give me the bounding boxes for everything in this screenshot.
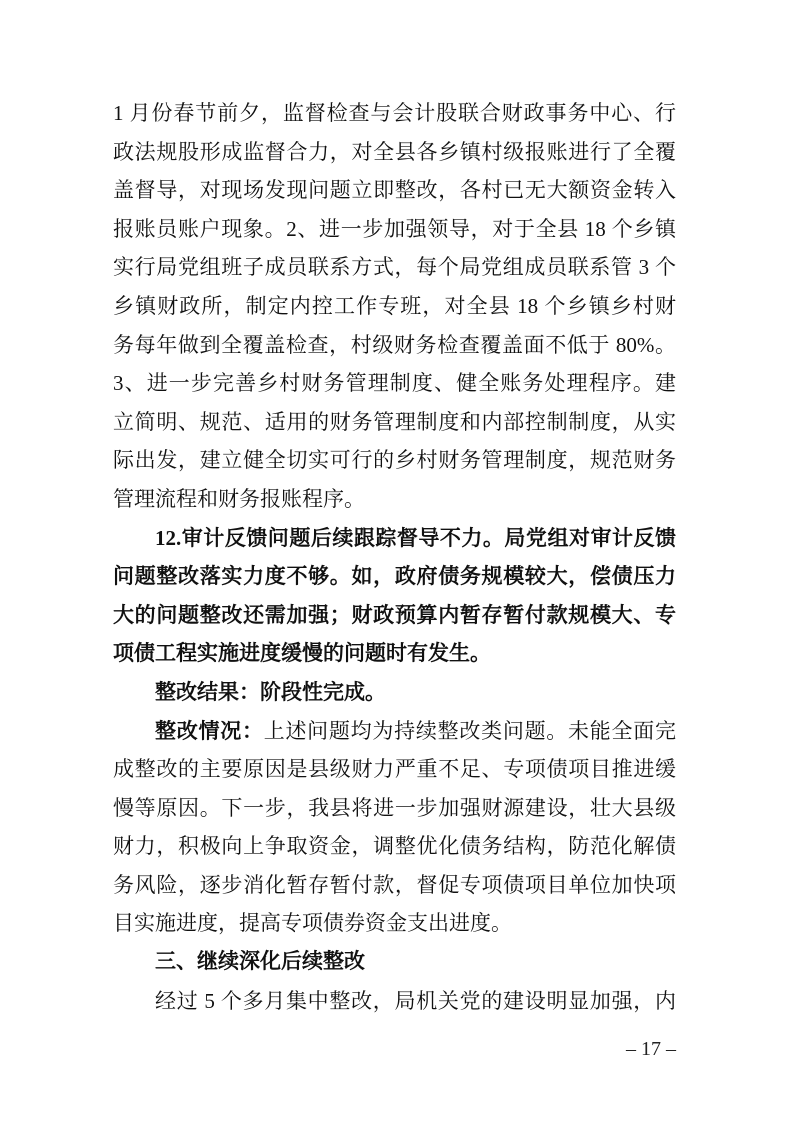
text-line (113, 287, 676, 326)
text-run: 财力，积极向上争取资金，调整优化债务结构，防范化解债 (113, 834, 676, 859)
text-run: 上述问题均为持续整改类问题。未能全面完 (263, 718, 676, 743)
text-line (113, 596, 676, 635)
text-run: 1 月份春节前夕，监督检查与会计股联合财政事务中心、行 (113, 101, 676, 125)
text-run: 整改情况： (155, 718, 264, 743)
text-run: 3、进一步完善乡村财务管理制度、健全账务处理程序。建 (113, 371, 676, 396)
text-line (113, 866, 676, 905)
text-run: 盖督导，对现场发现问题立即整改，各村已无大额资金转入 (113, 178, 676, 203)
text-line (113, 557, 676, 596)
text-run: 整改结果：阶段性完成。 (155, 679, 386, 704)
page-number: – 17 – (626, 1038, 676, 1060)
text-run: 慢等原因。下一步，我县将进一步加强财源建设，壮大县级 (113, 795, 676, 820)
text-run: 务风险，逐步消化暂存暂付款，督促专项债项目单位加快项 (113, 872, 676, 897)
text-line (113, 441, 676, 480)
text-run: 际出发，建立健全切实可行的乡村财务管理制度，规范财务 (113, 448, 676, 473)
text-line (113, 943, 676, 982)
text-line (113, 789, 676, 828)
text-line (113, 326, 676, 365)
text-line (113, 712, 676, 751)
text-run: 务每年做到全覆盖检查，村级财务检查覆盖面不低于 80%。 (113, 332, 676, 357)
text-line (113, 364, 676, 403)
text-line (113, 982, 676, 1021)
text-run: 项债工程实施进度缓慢的问题时有发生。 (113, 641, 491, 666)
text-line (113, 519, 676, 558)
text-line (113, 750, 676, 789)
text-line (113, 827, 676, 866)
text-run: 成整改的主要原因是县级财力严重不足、专项债项目推进缓 (113, 757, 676, 782)
text-run: 12.审计反馈问题后续跟踪督导不力。局党组对审计反馈 (155, 525, 676, 550)
text-run: 问题整改落实力度不够。如，政府债务规模较大，偿债压力 (113, 564, 676, 589)
text-body (113, 94, 676, 1020)
text-line (113, 403, 676, 442)
text-run: 政法规股形成监督合力，对全县各乡镇村级报账进行了全覆 (113, 139, 676, 164)
text-line (113, 673, 676, 712)
text-run: 三、继续深化后续整改 (155, 950, 365, 974)
text-line (113, 210, 676, 249)
text-line (113, 904, 676, 943)
text-run: 经过 5 个多月集中整改，局机关党的建设明显加强，内 (155, 988, 676, 1013)
text-line (113, 248, 676, 287)
text-run: 报账员账户现象。2、进一步加强领导，对于全县 18 个乡镇 (113, 216, 676, 241)
text-run: 目实施进度，提高专项债券资金支出进度。 (113, 911, 512, 936)
text-run: 管理流程和财务报账程序。 (113, 486, 365, 511)
text-line (113, 634, 676, 673)
text-line (113, 133, 676, 172)
text-run: 乡镇财政所，制定内控工作专班，对全县 18 个乡镇乡村财 (113, 293, 676, 318)
text-line (113, 480, 676, 519)
text-run: 实行局党组班子成员联系方式，每个局党组成员联系管 3 个 (113, 255, 676, 280)
text-line (113, 171, 676, 210)
text-run: 大的问题整改还需加强；财政预算内暂存暂付款规模大、专 (113, 602, 676, 627)
text-run: 立简明、规范、适用的财务管理制度和内部控制制度，从实 (113, 409, 676, 434)
text-line (113, 94, 676, 133)
